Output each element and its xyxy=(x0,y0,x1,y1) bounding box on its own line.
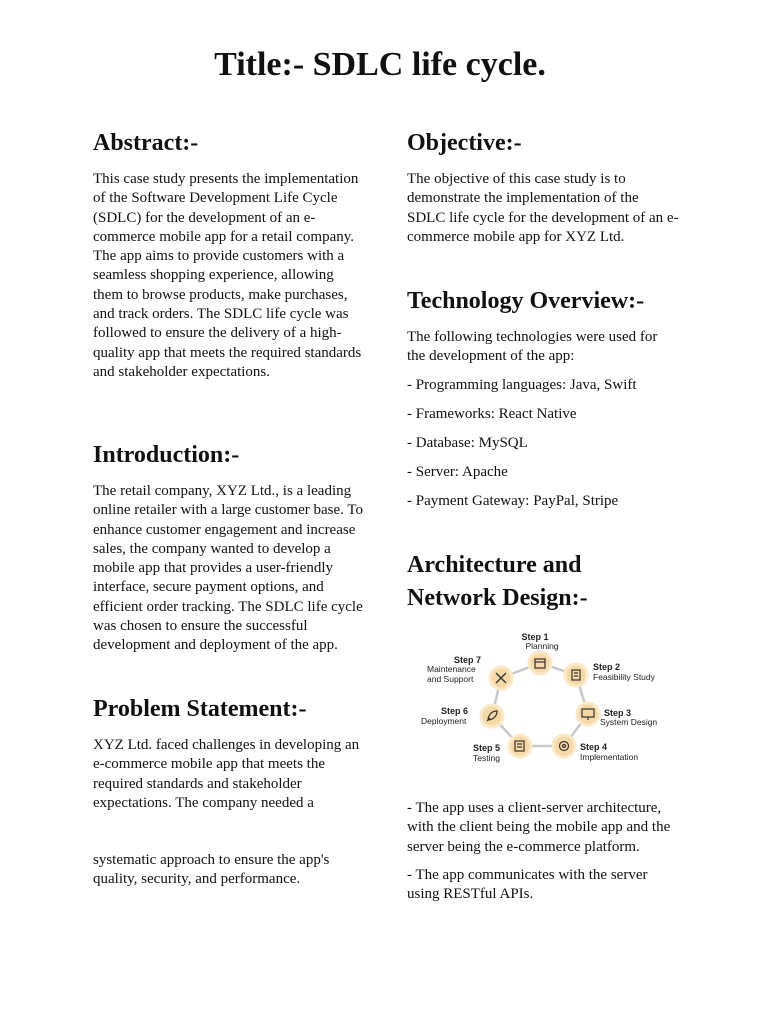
step-4-label: Implementation xyxy=(580,752,639,762)
introduction-body: The retail company, XYZ Ltd., is a leading online retailer with a large customer base. To enhance customer engagement and increase sales, the company wanted to develop a mobile app that provides a user-friendly interface, secure payment options, and efficient order tracking. The SDLC life cycle was chosen to ensure the successful development and deployment of the app. xyxy=(93,483,363,654)
technology-item: - Frameworks: React Native xyxy=(407,406,577,422)
technology-item: - Payment Gateway: PayPal, Stripe xyxy=(407,493,619,509)
step-2-node xyxy=(565,664,587,686)
technology-item: - Database: MySQL xyxy=(407,435,528,451)
step-4-title: Step 4 xyxy=(580,742,608,752)
introduction-heading: Introduction:- xyxy=(93,442,240,468)
technology-heading: Technology Overview:- xyxy=(407,288,645,314)
technology-item: - Programming languages: Java, Swift xyxy=(407,377,637,393)
document-title: Title:- SDLC life cycle. xyxy=(214,46,546,83)
step-7-label-line1: Maintenance xyxy=(427,664,476,674)
step-6-node xyxy=(481,705,503,727)
step-2-title: Step 2 xyxy=(593,662,621,672)
sdlc-cycle-diagram xyxy=(410,626,680,771)
step-2-label: Feasibility Study xyxy=(593,672,655,682)
step-4-node xyxy=(553,735,575,757)
problem-statement-body: XYZ Ltd. faced challenges in developing an e-commerce mobile app that meets the required standards and stakeholder expectations. The company needed a xyxy=(93,737,360,811)
step-3-label: System Design xyxy=(600,717,658,727)
step-1-title: Step 1 xyxy=(521,632,549,642)
objective-body: The objective of this case study is to demonstrate the implementation of the SDLC life cycle for the development of an e-commerce mobile app for XYZ Ltd. xyxy=(407,171,679,245)
step-1-label: Planning xyxy=(525,641,559,651)
step-5-label: Testing xyxy=(473,753,500,763)
technology-item: - Server: Apache xyxy=(407,464,508,480)
objective-heading: Objective:- xyxy=(407,130,522,156)
step-5-node xyxy=(509,735,531,757)
problem-statement-heading: Problem Statement:- xyxy=(93,696,307,722)
step-1-node xyxy=(529,652,551,674)
architecture-heading-line2: Network Design:- xyxy=(407,585,588,611)
step-7-title: Step 7 xyxy=(454,655,482,665)
architecture-point: - The app uses a client-server architecture, with the client being the mobile app and the server being the e-commerce platform. xyxy=(407,800,671,855)
step-3-node xyxy=(577,703,599,725)
step-3-title: Step 3 xyxy=(604,708,632,718)
step-6-label: Deployment xyxy=(421,716,467,726)
architecture-point: - The app communicates with the server using RESTful APIs. xyxy=(407,867,648,903)
abstract-heading: Abstract:- xyxy=(93,130,199,156)
step-7-label-line2: and Support xyxy=(427,674,474,684)
step-5-title: Step 5 xyxy=(473,743,501,753)
technology-intro: The following technologies were used for the development of the app: xyxy=(407,329,658,365)
architecture-heading: Architecture and xyxy=(407,552,582,578)
problem-statement-body-continued: systematic approach to ensure the app's quality, security, and performance. xyxy=(93,852,330,888)
abstract-body: This case study presents the implementation of the Software Development Life Cycle (SDLC) for the development of an e-commerce mobile app for a retail company. The app aims to provide customers with a seamless shopping experience, allowing them to browse products, make purchases, and track orders. The SDLC life cycle was followed to ensure the delivery of a high-quality app that meets the required standards and stakeholder expectations. xyxy=(93,171,362,380)
step-6-title: Step 6 xyxy=(441,706,469,716)
